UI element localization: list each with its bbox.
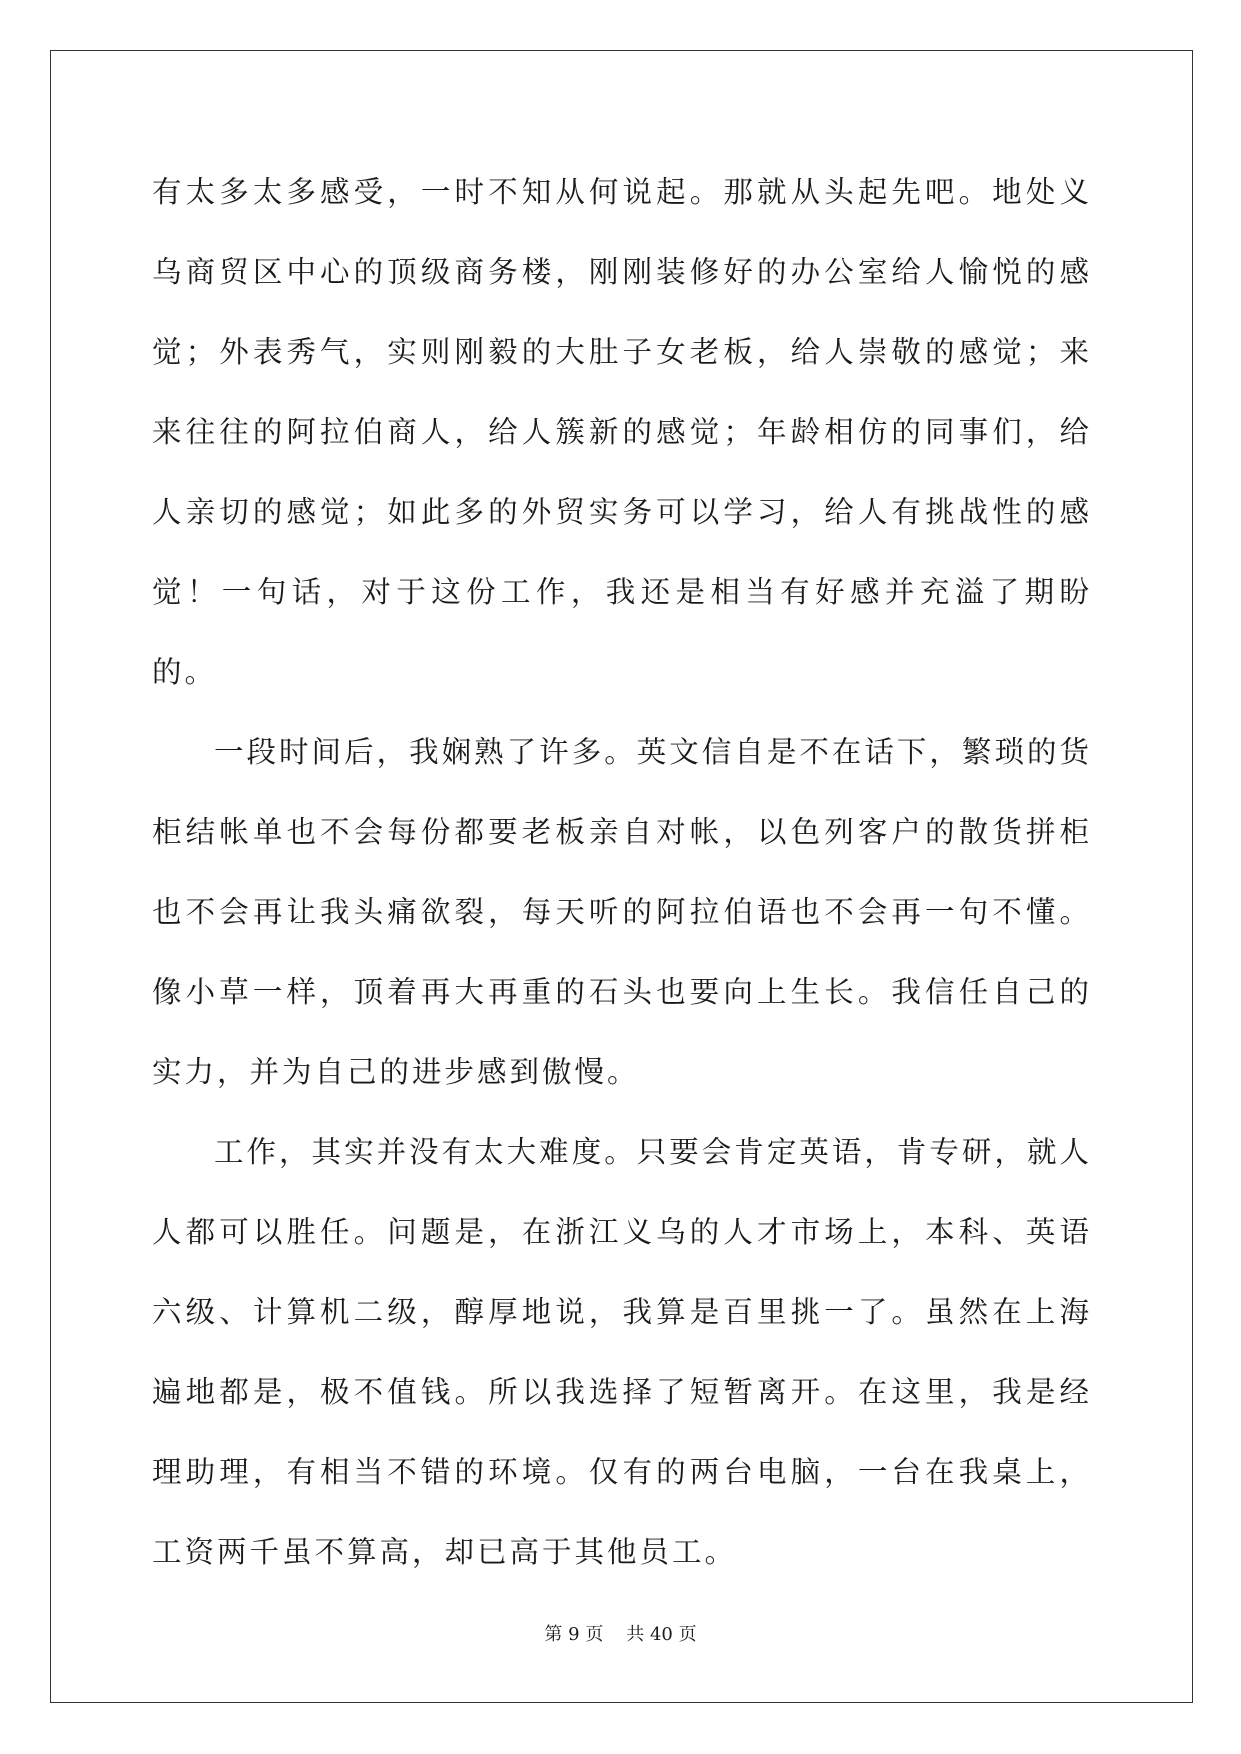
paragraph-3: 工作，其实并没有太大难度。只要会肯定英语，肯专研，就人人都可以胜任。问题是，在浙江义乌的人才市场上，本科、英语六级、计算机二级，醇厚地说，我算是百里挑一了。虽然在上海遍地都是，极不值钱。所以我选择了短暂离开。在这里，我是经理助理，有相当不错的环境。仅有的两台电脑，一台在我桌上，工资两千虽不算高，却已高于其他员工。 [152,1135,1092,1569]
document-body [152,152,1092,1592]
paragraph-2: 一段时间后，我娴熟了许多。英文信自是不在话下，繁琐的货柜结帐单也不会每份都要老板亲自对帐，以色列客户的散货拼柜也不会再让我头痛欲裂，每天听的阿拉伯语也不会再一句不懂。像小草一样，顶着再大再重的石头也要向上生长。我信任自己的实力，并为自己的进步感到傲慢。 [152,735,1092,1089]
page-number: 第 9 页 [544,1624,604,1645]
page-footer [0,1620,1241,1646]
paragraph-1: 有太多太多感受，一时不知从何说起。那就从头起先吧。地处义乌商贸区中心的顶级商务楼，刚刚装修好的办公室给人愉悦的感觉；外表秀气，实则刚毅的大肚子女老板，给人崇敬的感觉；来来往往的阿拉伯商人，给人簇新的感觉；年龄相仿的同事们，给人亲切的感觉；如此多的外贸实务可以学习，给人有挑战性的感觉！一句话，对于这份工作，我还是相当有好感并充溢了期盼的。 [152,175,1092,689]
page-total: 共 40 页 [626,1624,697,1645]
